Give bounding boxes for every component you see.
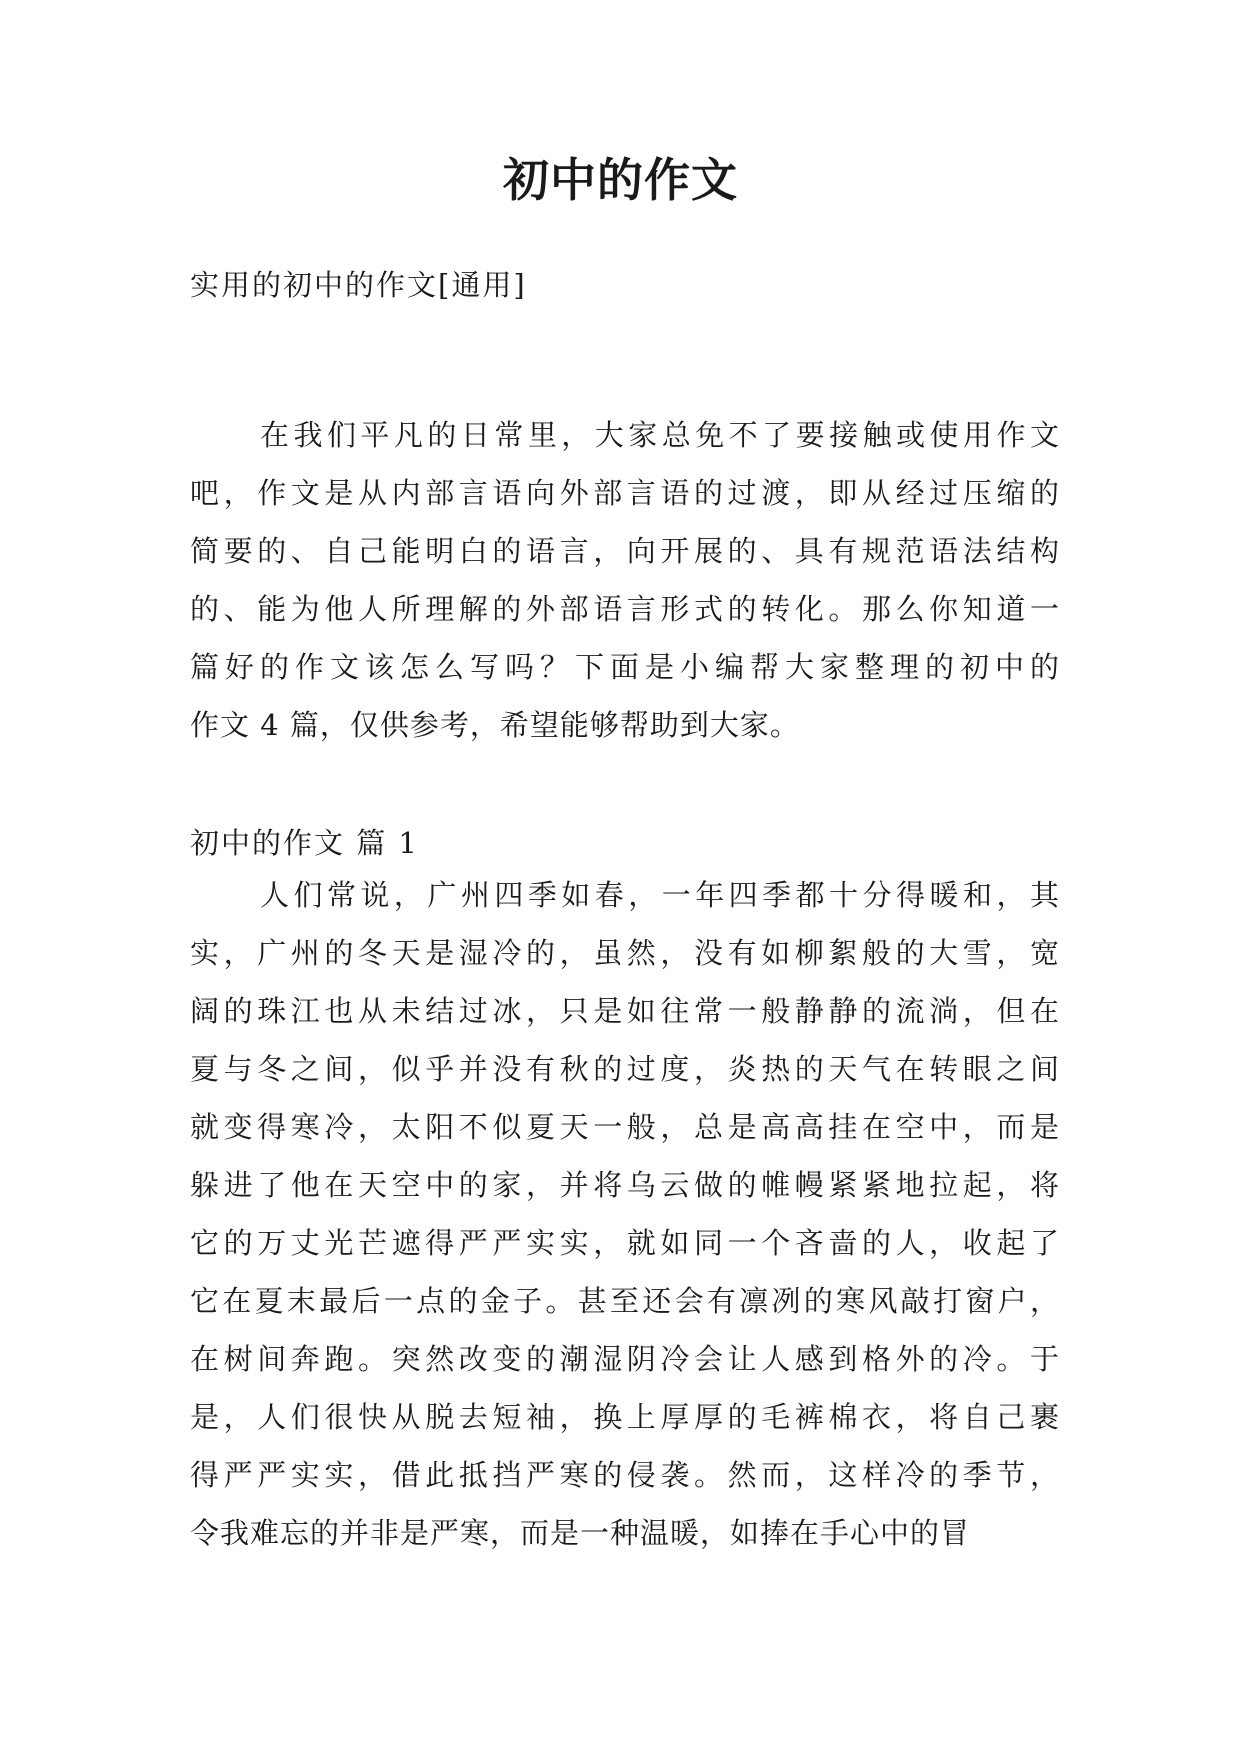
- body-line: 得严严实实，借此抵挡严寒的侵袭。然而，这样冷的季节，: [190, 1458, 1060, 1492]
- body-line: 躲进了他在天空中的家，并将乌云做的帷幔紧紧地拉起，将: [190, 1168, 1060, 1202]
- document-subtitle: 实用的初中的作文[通用]: [190, 268, 527, 302]
- intro-line: 在我们平凡的日常里，大家总免不了要接触或使用作文: [260, 418, 1060, 452]
- intro-line: 篇好的作文该怎么写吗？下面是小编帮大家整理的初中的: [190, 650, 1060, 684]
- intro-line: 作文 4 篇，仅供参考，希望能够帮助到大家。: [190, 708, 800, 742]
- body-line: 夏与冬之间，似乎并没有秋的过度，炎热的天气在转眼之间: [190, 1052, 1060, 1086]
- body-line: 阔的珠江也从未结过冰，只是如往常一般静静的流淌，但在: [190, 994, 1060, 1028]
- document-title: 初中的作文: [503, 153, 738, 207]
- intro-line: 的、能为他人所理解的外部语言形式的转化。那么你知道一: [190, 592, 1060, 626]
- section-heading: 初中的作文 篇 1: [190, 826, 419, 860]
- intro-line: 吧，作文是从内部言语向外部言语的过渡，即从经过压缩的: [190, 476, 1060, 510]
- body-line: 实，广州的冬天是湿冷的，虽然，没有如柳絮般的大雪，宽: [190, 936, 1060, 970]
- body-line: 令我难忘的并非是严寒，而是一种温暖，如捧在手心中的冒: [190, 1516, 971, 1550]
- intro-paragraph: [190, 406, 1060, 754]
- body-line: 在树间奔跑。突然改变的潮湿阴冷会让人感到格外的冷。于: [190, 1342, 1060, 1376]
- body-line: 它在夏末最后一点的金子。甚至还会有凛冽的寒风敲打窗户，: [190, 1284, 1060, 1318]
- intro-line: 简要的、自己能明白的语言，向开展的、具有规范语法结构: [190, 534, 1060, 568]
- body-line: 人们常说，广州四季如春，一年四季都十分得暖和，其: [260, 878, 1060, 912]
- body-line: 是，人们很快从脱去短袖，换上厚厚的毛裤棉衣，将自己裹: [190, 1400, 1060, 1434]
- body-paragraph: [190, 866, 1060, 1562]
- body-line: 它的万丈光芒遮得严严实实，就如同一个吝啬的人，收起了: [190, 1226, 1060, 1260]
- body-line: 就变得寒冷，太阳不似夏天一般，总是高高挂在空中，而是: [190, 1110, 1060, 1144]
